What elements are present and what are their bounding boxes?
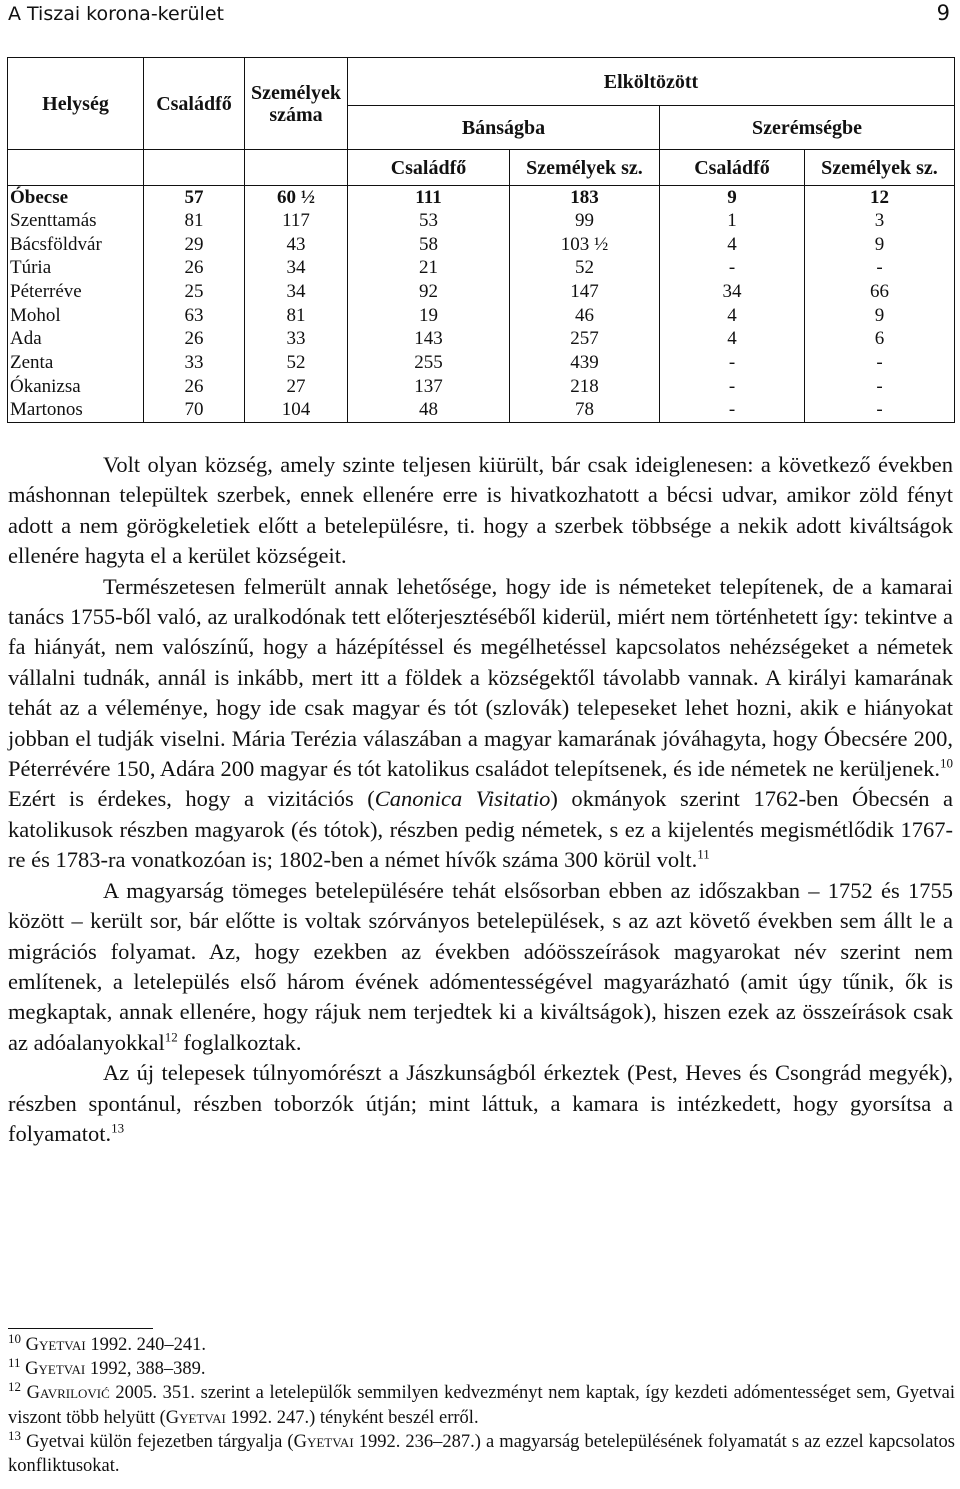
table-cell: 92 (348, 280, 510, 304)
migration-table (7, 57, 954, 424)
table-cell: 103 ½ (510, 233, 660, 257)
table-cell: 4 (660, 328, 805, 352)
footnote-ref: 10 (940, 755, 953, 771)
table-row (8, 257, 955, 281)
table-cell: 111 (348, 186, 510, 210)
cell-place: Ada (8, 328, 144, 352)
cell-place: Óbecse (8, 186, 144, 210)
cell-place: Péterréve (8, 280, 144, 304)
table-cell: 52 (245, 351, 348, 375)
table-row (8, 209, 955, 233)
table-cell: 143 (348, 328, 510, 352)
footnote: $^{10}$ Gyetvai 1992. 240–241. (8, 1330, 206, 1355)
table-cell: 104 (245, 399, 348, 423)
cell-place: Zenta (8, 351, 144, 375)
table-row (8, 304, 955, 328)
footnote-ref: 13 (111, 1120, 125, 1136)
table-cell: 43 (245, 233, 348, 257)
table-cell: 63 (144, 304, 245, 328)
table-cell: 147 (510, 280, 660, 304)
cell-place: Túria (8, 257, 144, 281)
table-cell: - (660, 351, 805, 375)
table-cell: 25 (144, 280, 245, 304)
table-cell: 26 (144, 375, 245, 399)
header-persons: Személyek száma (245, 58, 348, 150)
table-cell: 26 (144, 257, 245, 281)
table-cell: 218 (510, 375, 660, 399)
table-cell: - (805, 257, 955, 281)
table-cell: 33 (144, 351, 245, 375)
table-cell: 46 (510, 304, 660, 328)
table-cell: 81 (144, 209, 245, 233)
table-cell: 57 (144, 186, 245, 210)
table-cell: - (805, 351, 955, 375)
table-cell: 27 (245, 375, 348, 399)
table-row (8, 328, 955, 352)
table-row (8, 375, 955, 399)
cell-place: Martonos (8, 399, 144, 423)
table-cell: 33 (245, 328, 348, 352)
table-cell: 3 (805, 209, 955, 233)
table-cell: - (805, 375, 955, 399)
table-row (8, 399, 955, 423)
table-cell: 34 (660, 280, 805, 304)
table-cell: - (660, 375, 805, 399)
page-number: 9 (936, 1, 950, 25)
cell-place: Szenttamás (8, 209, 144, 233)
table-cell: 137 (348, 375, 510, 399)
header-srem: Szerémségbe (660, 106, 955, 150)
subheader-banat-family: Családfő (348, 150, 510, 186)
table-cell: 78 (510, 399, 660, 423)
body-text (8, 450, 953, 1149)
header-banat: Bánságba (348, 106, 660, 150)
table-cell: 58 (348, 233, 510, 257)
subheader-banat-persons: Személyek sz. (510, 150, 660, 186)
table-cell: 26 (144, 328, 245, 352)
footnote: $^{12}$ Gavrilović 2005. 351. szerint a letelepülők semmilyen kedvezményt nem kaptak, így kezdeti adómentességet sem, Gyetvai viszont több helyütt (Gyetvai 1992. 247.) tényként beszél erről. (8, 1379, 955, 1428)
footnote: $^{13}$ Gyetvai külön fejezetben tárgyalja (Gyetvai 1992. 236–287.) a magyarság betelepülésének folyamatát s az ezzel kapcsolatos konfliktusokat. (8, 1427, 955, 1477)
subheader-srem-family: Családfő (660, 150, 805, 186)
table-cell: 19 (348, 304, 510, 328)
footnote-ref: 11 (697, 846, 710, 862)
table-cell: 4 (660, 233, 805, 257)
table-cell: 117 (245, 209, 348, 233)
table-cell: - (660, 257, 805, 281)
cell-place: Ókanizsa (8, 375, 144, 399)
paragraph: Az új telepesek túlnyomórészt a Jászkunságból érkeztek (Pest, Heves és Csongrád megyék), részben spontánul, részben toborzók útján; mint láttuk, a kamara is intézkedett, hogy gyorsítsa a folyamatot.$^{13}$ (8, 1060, 953, 1146)
table-cell: - (660, 399, 805, 423)
table-cell: 29 (144, 233, 245, 257)
footnote-divider (8, 1328, 153, 1329)
table-cell: 70 (144, 399, 245, 423)
table-cell: 439 (510, 351, 660, 375)
table-cell: 12 (805, 186, 955, 210)
table-cell: 255 (348, 351, 510, 375)
table-cell: 99 (510, 209, 660, 233)
running-head (0, 0, 960, 28)
cell-place: Bácsföldvár (8, 233, 144, 257)
table-cell: 48 (348, 399, 510, 423)
paragraph: Volt olyan község, amely szinte teljesen kiürült, bár csak ideiglenesen: a következő években máshonnan települtek szerbek, ennek ellenére erre is hivatkozhatott a bécsi udvar, amikor zöld fényt adott a nem görögkeletiek előtt a betelepülésre, ti. hogy a szerbek többsége a nekik adott kiváltságok ellenére hagyta el a kerület községeit. (8, 452, 953, 569)
paragraph: Természetesen felmerült annak lehetősége, hogy ide is németeket telepítenek, de a kamarai tanács 1755-ből való, az uralkodónak tett előterjesztéséből kiderül, miért nem történhetett így: tekintve a fa hiányát, nem valószínű, hogy a házépítéssel és megélhetéssel kapcsolatos nehézségeket a németek vállalni tudnák, annál is inkább, mert itt a földek a községektől távolabb vannak. A királyi kamarának tehát az a véleménye, hogy ide csak magyar és tót (szlovák) telepeseket lehet hozni, akik e hiányokat jobban el tudják viselni. Mária Terézia válaszában a magyar kamarának jóváhagyta, hogy Óbecsére 200, Péterrévére 150, Adára 200 magyar és tót katolikus családot telepítsenek, és ide németek ne kerüljenek.$^{10}$ Ezért is érdekes, hogy a vizitációs (Canonica Visitatio) okmányok szerint 1762-ben Óbecsén a katolikusok részben magyarok (és tótok), részben pedig németek, s ez a kijelentés megismétlődik 1767-re és 1783-ra vonatkozóan is; 1802-ben a német hívők száma 300 körül volt.$^{11}$ (8, 573, 953, 873)
footnote: $^{11}$ Gyetvai 1992, 388–389. (8, 1355, 206, 1380)
table-cell: 183 (510, 186, 660, 210)
table-cell: 21 (348, 257, 510, 281)
table-cell: 81 (245, 304, 348, 328)
table-cell: 257 (510, 328, 660, 352)
table-cell: 9 (660, 186, 805, 210)
table-row (8, 186, 955, 210)
table-row (8, 233, 955, 257)
cell-place: Mohol (8, 304, 144, 328)
table-cell: - (805, 399, 955, 423)
table-row (8, 351, 955, 375)
table-cell: 9 (805, 233, 955, 257)
footnotes (8, 1330, 955, 1478)
table-cell: 53 (348, 209, 510, 233)
table-cell: 66 (805, 280, 955, 304)
table-cell: 60 ½ (245, 186, 348, 210)
table-cell: 34 (245, 280, 348, 304)
table-cell: 34 (245, 257, 348, 281)
header-place: Helység (8, 58, 144, 150)
header-moved: Elköltözött (348, 58, 955, 106)
table-cell: 1 (660, 209, 805, 233)
subheader-srem-persons: Személyek sz. (805, 150, 955, 186)
table-cell: 52 (510, 257, 660, 281)
table-cell: 9 (805, 304, 955, 328)
table-cell: 4 (660, 304, 805, 328)
running-title: A Tiszai korona-kerület (8, 3, 224, 25)
paragraph: A magyarság tömeges betelepülésére tehát elsősorban ebben az időszakban – 1752 és 1755 között – került sor, bár előtte is voltak szórványos betelepülések, s az azt követő években sem állt le a migrációs folyamat. Az, hogy ezekben az években adóösszeírások magyarokat név szerint nem említenek, a letelepülés első három évének adómentességével magyarázható (amit úgy tűnik, ők is megkaptak, annak ellenére, hogy rájuk nem terjedtek ki a kiváltságok), hiszen ezek az összeírások csak az adóalanyokkal$^{12}$ foglalkoztak. (8, 877, 953, 1055)
table-cell: 6 (805, 328, 955, 352)
table-row (8, 280, 955, 304)
header-family: Családfő (144, 58, 245, 150)
footnote-ref: 12 (164, 1029, 178, 1045)
